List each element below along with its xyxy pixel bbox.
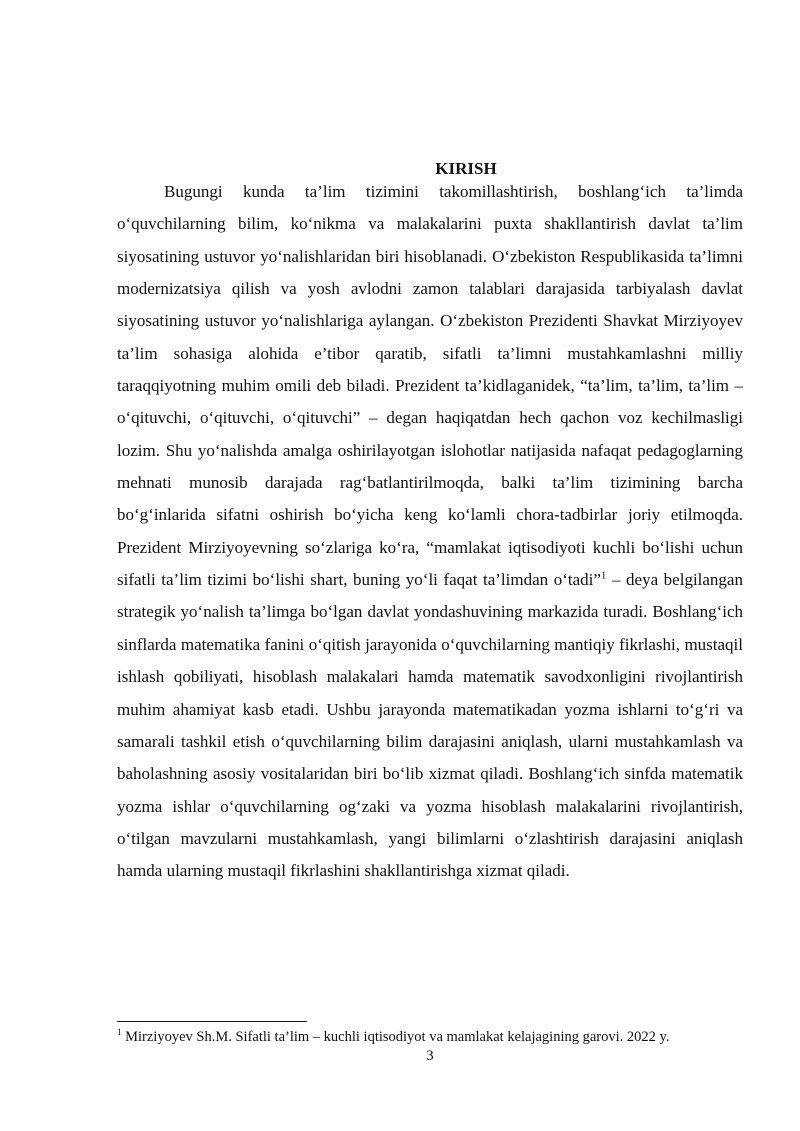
- footnote-mark: 1: [117, 1027, 122, 1038]
- page-number: 3: [426, 1048, 434, 1064]
- footnote-text: Mirziyoyev Sh.M. Sifatli ta’lim – kuchli iqtisodiyot va mamlakat kelajagining garovi. 2022 y.: [121, 1029, 670, 1045]
- paragraph-text-part2: – deya belgilangan strategik yo‘nalish ta’limga bo‘lgan davlat yondashuvining markazida turadi. Boshlang‘ich sinflarda matematika fanini o‘qitish jarayonida o‘quvchilarning mantiqiy fikrlashi, mustaqil ishlash qobiliyati, hisoblash malakalari hamda matematik savodxonligini rivojlantirish muhim ahamiyat kasb etadi. Ushbu jarayonda matematikadan yozma ishlarni to‘g‘ri va samarali tashkil etish o‘quvchilarning bilim darajasini aniqlash, ularni mustahkamlash va baholashning asosiy vositalaridan biri bo‘lib xizmat qiladi. Boshlang‘ich sinfda matematik yozma ishlar o‘quvchilarning og‘zaki va yozma hisoblash malakalarini rivojlantirish, o‘tilgan mavzularni mustahkamlash, yangi bilimlarni o‘zlashtirish darajasini aniqlash hamda ularning mustaqil fikrlashini shakllantirishga xizmat qiladi.: [117, 570, 743, 881]
- paragraph-text-part1: Bugungi kunda ta’lim tizimini takomillashtirish, boshlang‘ich ta’limda o‘quvchilarning bilim, ko‘nikma va malakalarini puxta shakllantirish davlat ta’lim siyosatining ustuvor yo‘nalishlaridan biri hisoblanadi. O‘zbekiston Respublikasida ta’limni modernizatsiya qilish va yosh avlodni zamon talablari darajasida tarbiyalash davlat siyosatining ustuvor yo‘nalishlariga aylangan. O‘zbekiston Prezidenti Shavkat Mirziyoyev ta’lim sohasiga alohida e’tibor qaratib, sifatli ta’limni mustahkamlashni milliy taraqqiyotning muhim omili deb biladi. Prezident ta’kidlaganidek, “ta’lim, ta’lim, ta’lim – o‘qituvchi, o‘qituvchi, o‘qituvchi” – degan haqiqatdan hech qachon voz kechilmasligi lozim. Shu yo‘nalishda amalga oshirilayotgan islohotlar natijasida nafaqat pedagoglarning mehnati munosib darajada rag‘batlantirilmoqda, balki ta’lim tizimining barcha bo‘g‘inlarida sifatni oshirish bo‘yicha keng ko‘lamli chora-tadbirlar joriy etilmoqda. Prezident Mirziyoyevning so‘zlariga ko‘ra, “mamlakat iqtisodiyoti kuchli bo‘lishi uchun sifatli ta’lim tizimi bo‘lishi shart, buning yo‘li faqat ta’limdan o‘tadi”: [117, 182, 743, 590]
- footnote-separator: [117, 1021, 307, 1022]
- body-paragraph: [117, 176, 743, 888]
- footnote-reference[interactable]: 1: [600, 569, 607, 582]
- section-title: KIRISH: [435, 159, 497, 178]
- footnote: [117, 1027, 757, 1047]
